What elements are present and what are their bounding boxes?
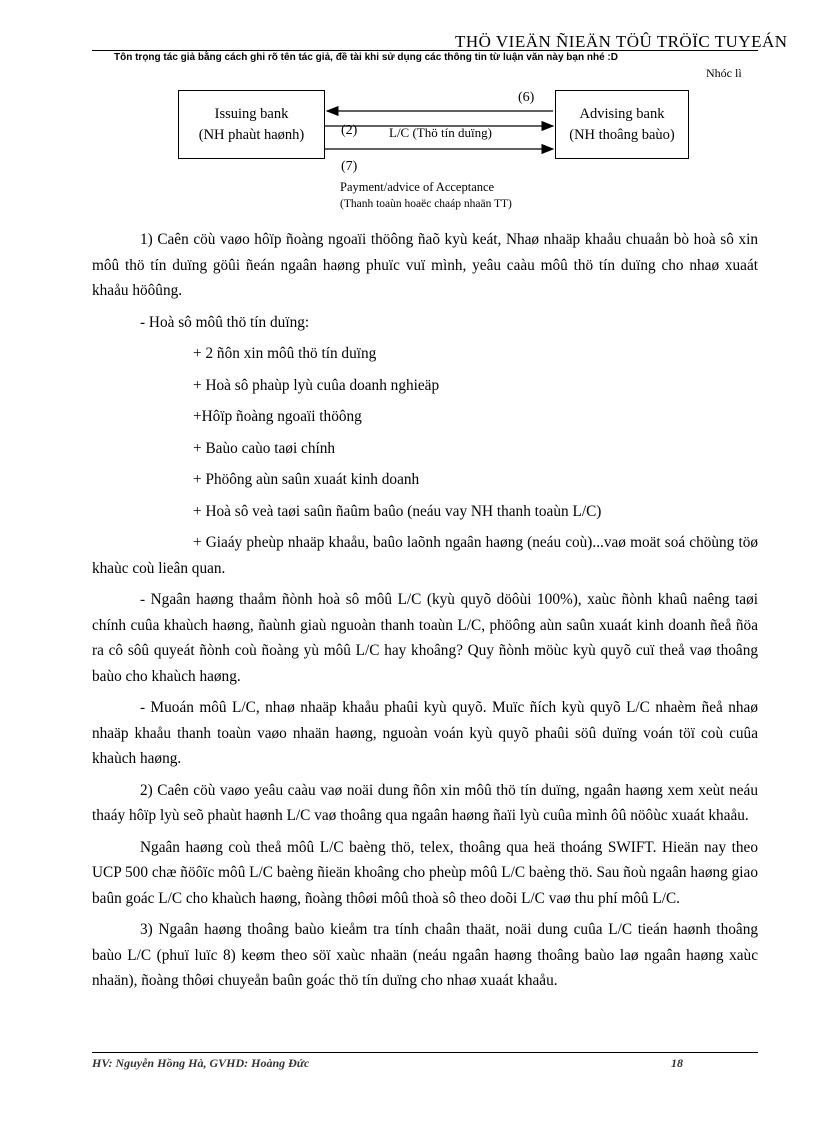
footer-author: HV: Nguyễn Hồng Hà, GVHD: Hoàng Đức bbox=[92, 1056, 310, 1070]
payment-label: Payment/advice of Acceptance bbox=[340, 180, 495, 194]
paragraph-appraisal: - Ngaân haøng thaåm ñònh hoà sô môû L/C (kyù quyõ döôùi 100%), xaùc ñònh khaû naêng taøi chính cuûa khaùch haøng, ñaùnh giaù nguoàn thanh toaùn L/C, phöông aùn saûn xuaát kinh doanh ñeå ñöa ra cô sôû quyeát ñònh coù ñoàng yù môû L/C hay khoâng? Quy ñònh möùc kyù quyõ cuï theå vaø thoâng baùo cho khaùch haøng. bbox=[92, 591, 758, 685]
paragraph-swift: Ngaân haøng coù theå môû L/C baèng thö, telex, thoâng qua heä thoáng SWIFT. Hieän nay theo UCP 500 chæ ñöôïc môû L/C baèng ñieän khoâng cho pheùp môû L/C baèng thö. Sau ñoù ngaân haøng giao baûn goác L/C cho khaùch haøng, ñoàng thôøi môû thoà sô theo doõi L/C vaø thu phí môû L/C. bbox=[92, 838, 758, 907]
lc-label: L/C (Thö tín duïng) bbox=[389, 125, 492, 140]
paragraph-3: 3) Ngaân haøng thoâng baùo kieåm tra tính chaân thaät, noäi dung cuûa L/C tieán haønh thoâng baùo L/C (phuï luïc 8) keøm theo söï xaùc nhaän (neáu ngaân haøng thoâng baùo laø ngaân haøng xaùc nhaän), ñoàng thôøi chuyeån baûn goác thö tín duïng cho nhaø xuaát khaåu. bbox=[92, 921, 758, 989]
header-subtitle: Nhóc lì bbox=[706, 66, 742, 80]
payment-label-vn: (Thanh toaùn hoaëc chaáp nhaän TT) bbox=[340, 198, 512, 210]
list-item: + Hoà sô veà taøi saûn ñaûm baûo (neáu vay NH thanh toaùn L/C) bbox=[193, 502, 602, 520]
list-item: +Hôïp ñoàng ngoaïi thöông bbox=[193, 408, 362, 425]
list-item-last: + Giaáy pheùp nhaäp khaåu, baûo laõnh ngaân haøng (neáu coù)...vaø moät soá chöùng töø khaùc coù lieân quan. bbox=[92, 534, 758, 577]
list-item: + 2 ñôn xin môû thö tín duïng bbox=[193, 345, 377, 362]
paragraph-dossier: - Hoà sô môû thö tín duïng: bbox=[140, 313, 310, 331]
paragraph-deposit: - Muoán môû L/C, nhaø nhaäp khaåu phaûi kyù quyõ. Muïc ñích kyù quyõ L/C nhaèm ñeå nhaø nhaäp khaåu thanh toaùn vaøo nhaän haøng, nguoàn voán kyù quyõ phaûi söû duïng voán töï coù cuûa khaùch haøng. bbox=[92, 699, 758, 767]
step6-label: (6) bbox=[518, 90, 535, 105]
list-item: + Hoà sô phaùp lyù cuûa doanh nghieäp bbox=[193, 376, 440, 394]
issuing-bank-box bbox=[178, 90, 325, 159]
issuing-bank-label-vn: (NH phaùt haønh) bbox=[198, 127, 305, 143]
lc-flow-diagram bbox=[0, 0, 816, 230]
paragraph-1: 1) Caên cöù vaøo hôïp ñoàng ngoaïi thöông ñaõ kyù keát, Nhaø nhaäp khaåu chuaån bò hoà sô xin môû thö tín duïng göûi ñeán ngaân haøng phuïc vuï mình, yeâu caàu môû thö tín duïng cho nhaø xuaát khaåu höôûng. bbox=[92, 231, 758, 299]
list-item: + Phöông aùn saûn xuaát kinh doanh bbox=[193, 471, 420, 488]
copyright-notice: Tôn trọng tác giả bằng cách ghi rõ tên tác giả, đề tài khi sử dụng các thông tin từ luận văn này bạn nhé :D bbox=[114, 52, 618, 63]
paragraph-2: 2) Caên cöù vaøo yeâu caàu vaø noäi dung ñôn xin môû thö tín duïng, ngaân haøng xem xeùt neáu thaáy hôïp lyù seõ phaùt haønh L/C vaø thoâng qua ngaân haøng ñaïi lyù cuûa mình ôû nöôùc xuaát khaåu. bbox=[92, 781, 758, 824]
step2-label: (2) bbox=[341, 123, 358, 138]
library-title: THÖ VIEÄN ÑIEÄN TÖÛ TRÖÏC TUYEÁN bbox=[455, 32, 788, 51]
advising-bank-label-vn: (NH thoâng baùo) bbox=[569, 127, 675, 143]
advising-bank-label: Advising bank bbox=[579, 106, 665, 122]
body-text bbox=[92, 227, 758, 1000]
page-number: 18 bbox=[671, 1056, 683, 1070]
step7-label: (7) bbox=[341, 159, 358, 174]
advising-bank-box bbox=[555, 90, 689, 159]
footer-rule bbox=[92, 1052, 758, 1053]
list-item: + Baùo caùo taøi chính bbox=[193, 439, 336, 457]
issuing-bank-label: Issuing bank bbox=[214, 106, 289, 122]
